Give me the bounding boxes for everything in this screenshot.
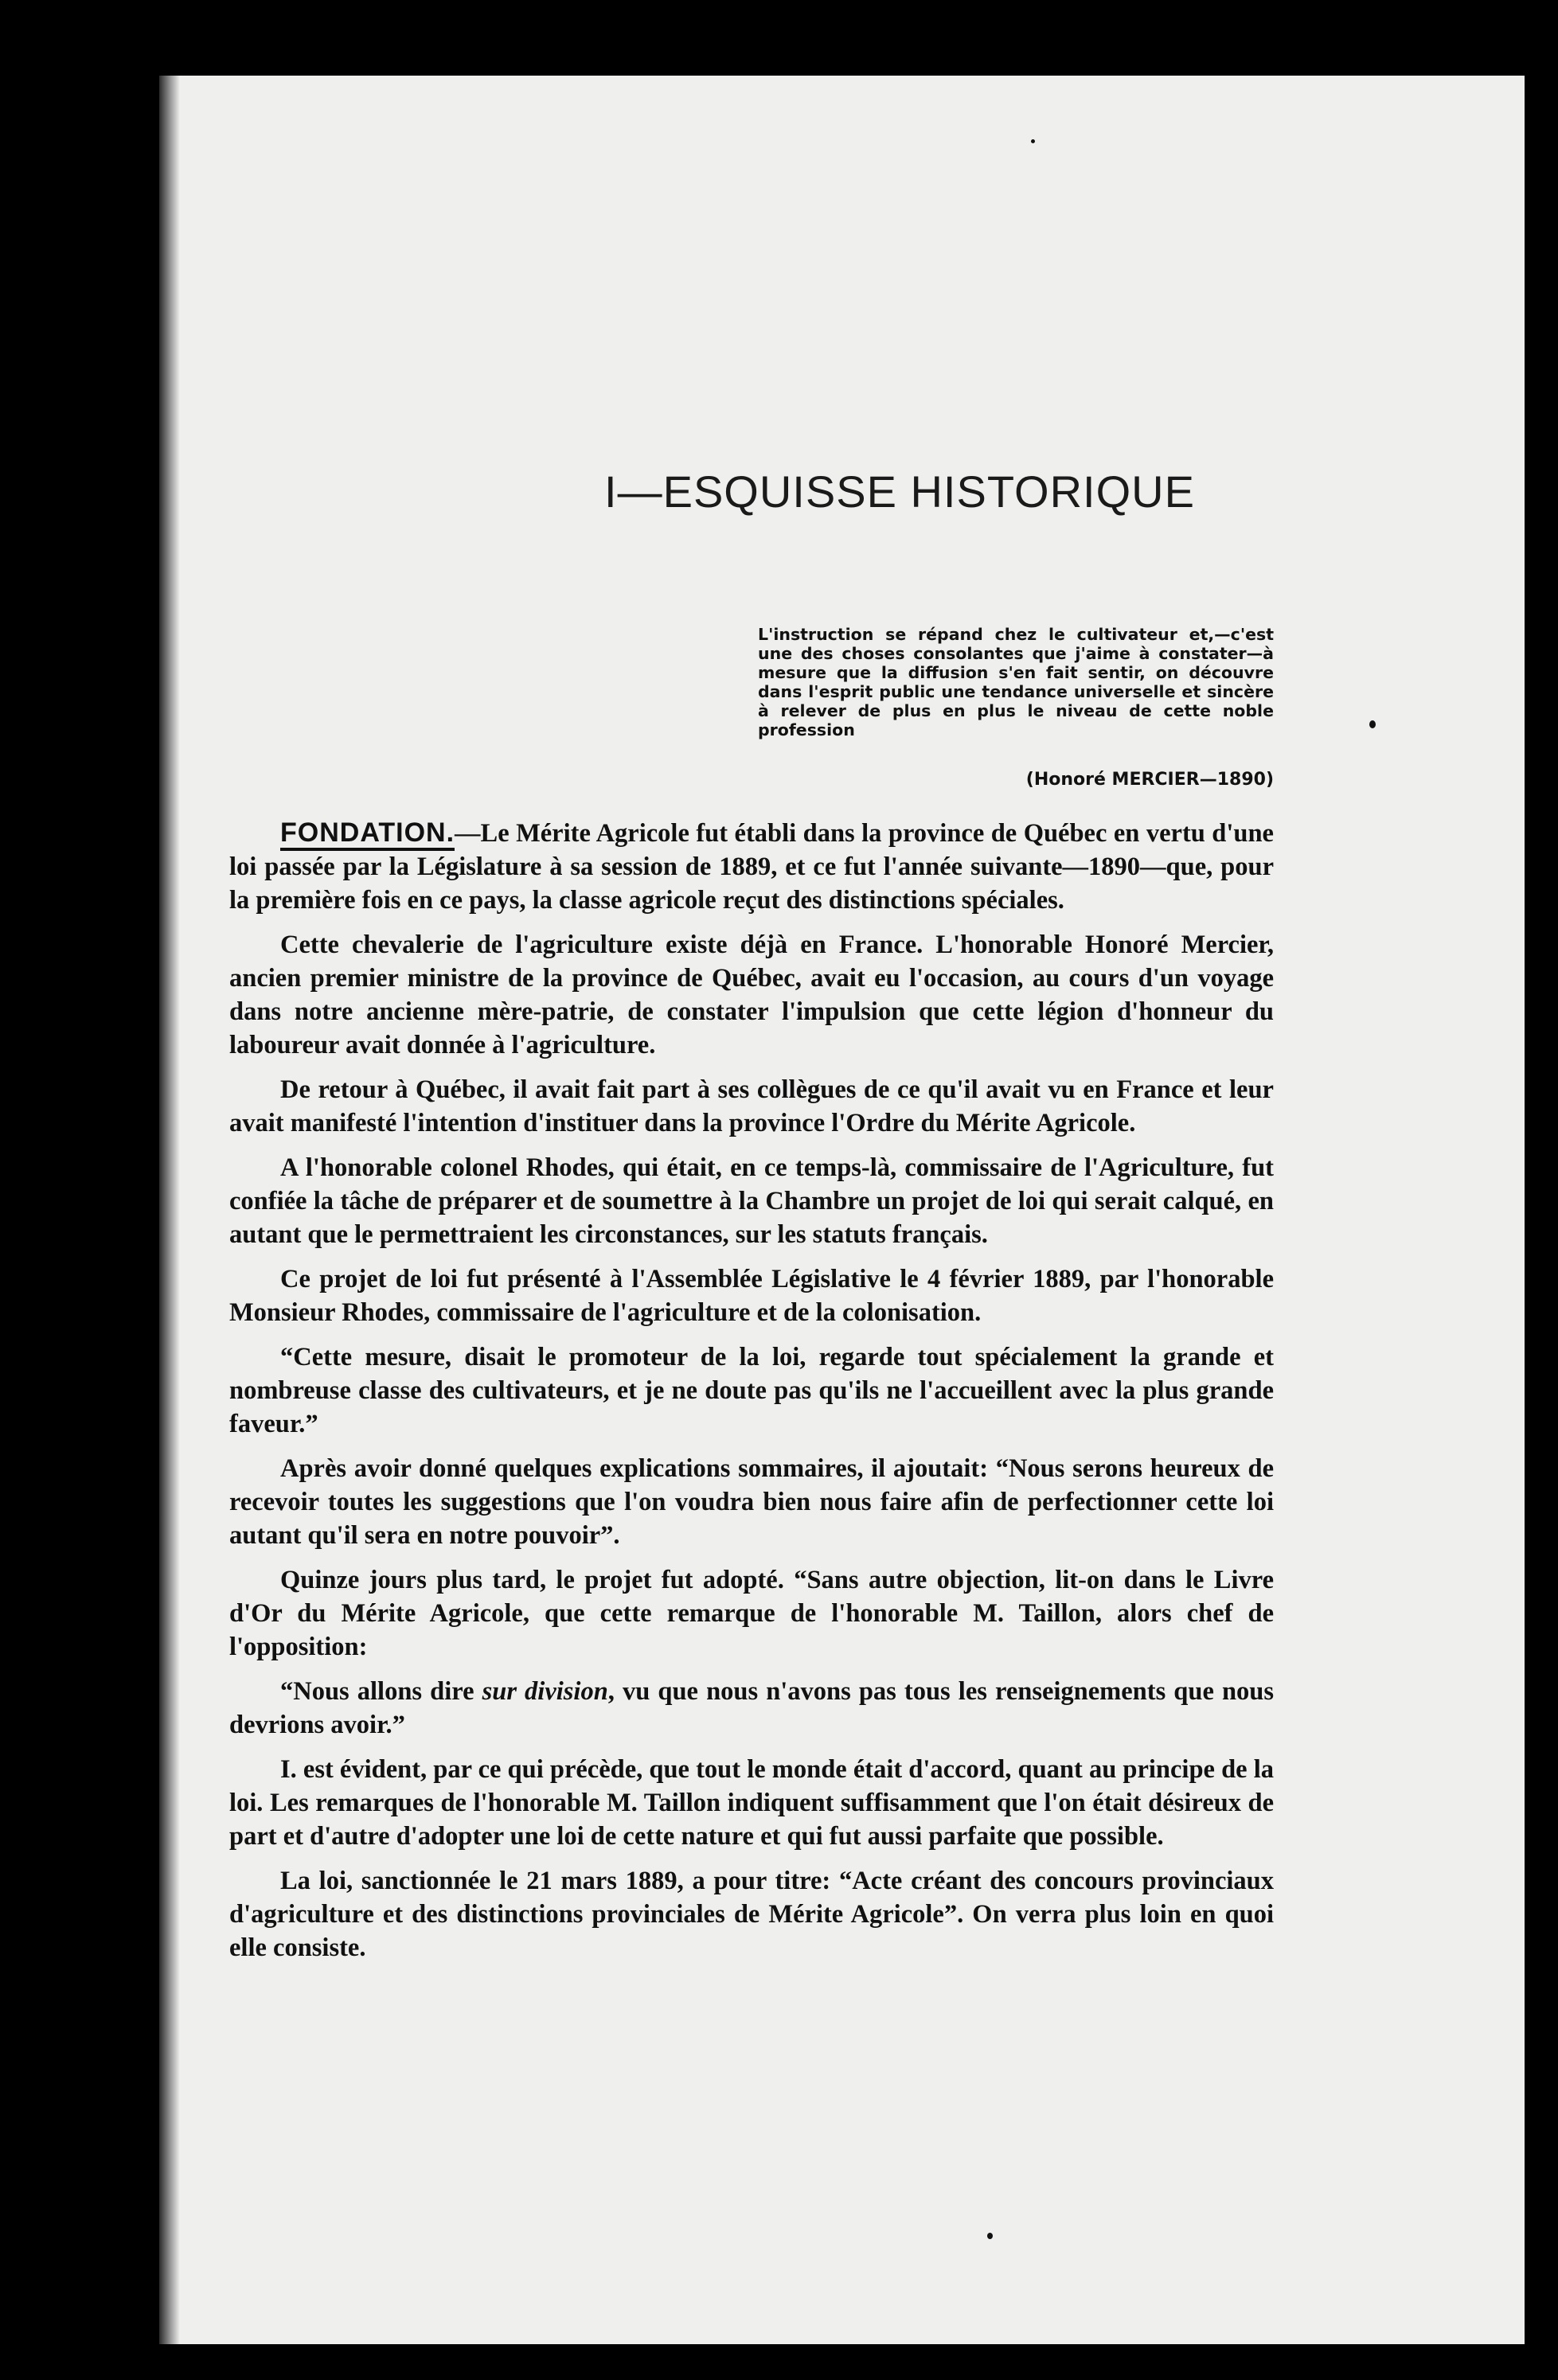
paragraph: De retour à Québec, il avait fait part à ses collègues de ce qu'il avait vu en France et leur avait manifesté l'intention d'instituer dans la province l'Ordre du Mérite Agricole. [229,1075,1274,1137]
paragraph-text: “Nous allons dire [280,1677,482,1706]
scan-speck [1369,720,1376,728]
paragraph: Après avoir donné quelques explications sommaires, il ajoutait: “Nous serons heureux de recevoir toutes les suggestions que l'on voudra bien nous faire afin de perfectionner cette loi autant qu'il sera en notre pouvoir”. [229,1454,1274,1550]
scan-speck [987,2233,993,2239]
paragraph: Ce projet de loi fut présenté à l'Assemblée Législative le 4 février 1889, par l'honorable Monsieur Rhodes, commissaire de l'agriculture et de la colonisation. [229,1265,1274,1327]
italic-phrase: sur division [482,1677,608,1706]
scan-speck [1031,139,1035,143]
paragraph: “Cette mesure, disait le promoteur de la loi, regarde tout spécialement la grande et nombreuse classe des cultivateurs, et je ne doute pas qu'ils ne l'accueillent avec la plus grande faveur.” [229,1343,1274,1438]
paragraph-text: —Le Mérite Agricole fut établi dans la province de Québec en vertu d'une loi passée par la Législature à sa session de 1889, et ce fut l'année suivante—1890—que, pour la première fois en ce pays, la classe agricole reçut des distinctions spéciales. [229,819,1274,915]
paragraph [229,1675,1274,1742]
epigraph-quote: L'instruction se répand chez le cultivateur et,—c'est une des choses consolantes que j'aime à constater—à mesure que la diffusion s'en fait sentir, on découvre dans l'esprit public une tendance universelle et sincère à relever de plus en plus le niveau de cette noble profession [758,625,1274,739]
paragraph [229,816,1274,917]
paragraph: La loi, sanctionnée le 21 mars 1889, a pour titre: “Acte créant des concours provinciaux d'agriculture et des distinctions provinciales de Mérite Agricole”. On verra plus loin en quoi elle consiste. [229,1867,1274,1962]
body-text [229,816,1274,1976]
scanned-page [159,76,1525,2344]
epigraph-attribution: (Honoré MERCIER—1890) [1025,770,1274,790]
paragraph: I. est évident, par ce qui précède, que tout le monde était d'accord, quant au principe de la loi. Les remarques de l'honorable M. Taillon indiquent suffisamment que l'on était désireux de part et d'autre d'adopter une loi de cette nature et qui fut aussi parfaite que possible. [229,1755,1274,1851]
paragraph: A l'honorable colonel Rhodes, qui était, en ce temps-là, commissaire de l'Agriculture, fut confiée la tâche de préparer et de soumettre à la Chambre un projet de loi qui serait calqué, en autant que le permettraient les circonstances, sur les statuts français. [229,1153,1274,1249]
paragraph-text: , vu que nous n'avons pas tous les renseignements que nous devrions avoir.” [229,1677,1274,1739]
page-title: I—ESQUISSE HISTORIQUE [604,466,1195,517]
section-heading: FONDATION. [280,817,455,851]
paragraph: Quinze jours plus tard, le projet fut adopté. “Sans autre objection, lit-on dans le Livre d'Or du Mérite Agricole, que cette remarque de l'honorable M. Taillon, alors chef de l'opposition: [229,1566,1274,1661]
paragraph: Cette chevalerie de l'agriculture existe déjà en France. L'honorable Honoré Mercier, ancien premier ministre de la province de Québec, avait eu l'occasion, au cours d'un voyage dans notre ancienne mère-patrie, de constater l'impulsion que cette légion d'honneur du laboureur avait donnée à l'agriculture. [229,931,1274,1059]
